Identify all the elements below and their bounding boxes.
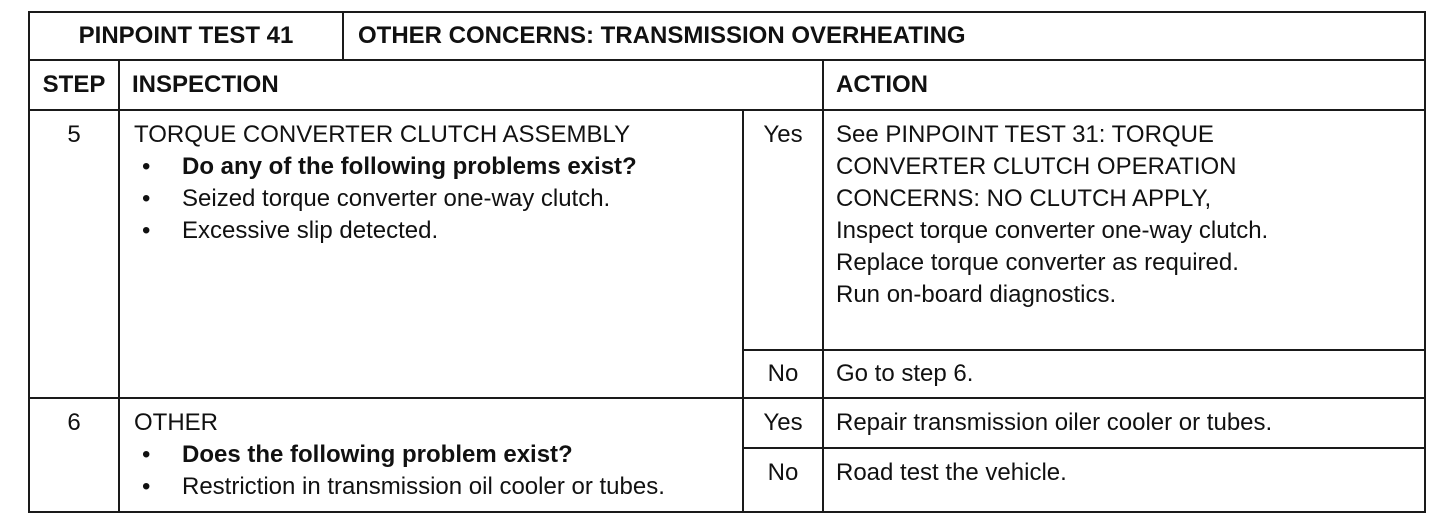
inspection-item: Excessive slip detected. bbox=[182, 217, 439, 244]
table-row bbox=[29, 398, 1425, 448]
yes-label: Yes bbox=[763, 121, 803, 148]
yes-action-cell bbox=[823, 110, 1425, 350]
inspection-list bbox=[134, 151, 734, 247]
step-number-cell bbox=[29, 398, 119, 512]
bullet-icon: • bbox=[142, 185, 151, 212]
inspection-header-label: INSPECTION bbox=[132, 71, 279, 98]
yes-action: Repair transmission oiler cooler or tubes. bbox=[836, 409, 1273, 436]
no-action-cell bbox=[823, 350, 1425, 398]
yes-cell bbox=[743, 110, 823, 350]
action-line: CONCERNS: NO CLUTCH APPLY, bbox=[836, 185, 1212, 212]
column-header-row bbox=[29, 60, 1425, 110]
step-number-cell bbox=[29, 110, 119, 398]
test-id: PINPOINT TEST 41 bbox=[78, 22, 294, 49]
inspection-item: Restriction in transmission oil cooler or tubes. bbox=[182, 473, 665, 500]
action-line: Inspect torque converter one-way clutch. bbox=[836, 217, 1269, 244]
action-line: Run on-board diagnostics. bbox=[836, 281, 1117, 308]
list-item bbox=[134, 439, 734, 471]
inspection-cell bbox=[119, 398, 743, 512]
yes-cell bbox=[743, 398, 823, 448]
no-label: No bbox=[767, 360, 799, 387]
bullet-icon: • bbox=[142, 217, 151, 244]
inspection-list bbox=[134, 439, 734, 503]
step-number: 6 bbox=[67, 409, 81, 436]
yes-action-cell bbox=[823, 398, 1425, 448]
inspection-heading: OTHER bbox=[134, 409, 218, 436]
action-line: See PINPOINT TEST 31: TORQUE bbox=[836, 121, 1214, 148]
pinpoint-test-table bbox=[28, 11, 1426, 513]
list-item bbox=[134, 215, 734, 247]
pinpoint-test-document bbox=[28, 11, 1424, 511]
test-id-cell bbox=[29, 12, 343, 60]
no-action-cell bbox=[823, 448, 1425, 512]
inspection-question: Does the following problem exist? bbox=[182, 441, 573, 468]
inspection-column-header bbox=[119, 60, 823, 110]
no-cell bbox=[743, 448, 823, 512]
inspection-cell bbox=[119, 110, 743, 398]
bullet-icon: • bbox=[142, 153, 151, 180]
table-row bbox=[29, 110, 1425, 350]
action-header-label: ACTION bbox=[836, 71, 928, 98]
step-header-label: STEP bbox=[42, 71, 106, 98]
list-item bbox=[134, 151, 734, 183]
title-row bbox=[29, 12, 1425, 60]
no-cell bbox=[743, 350, 823, 398]
bullet-icon: • bbox=[142, 473, 151, 500]
inspection-heading: TORQUE CONVERTER CLUTCH ASSEMBLY bbox=[134, 121, 631, 148]
inspection-question: Do any of the following problems exist? bbox=[182, 153, 637, 180]
action-line: CONVERTER CLUTCH OPERATION bbox=[836, 153, 1237, 180]
step-number: 5 bbox=[67, 121, 81, 148]
step-column-header bbox=[29, 60, 119, 110]
action-line: Replace torque converter as required. bbox=[836, 249, 1239, 276]
list-item bbox=[134, 471, 734, 503]
no-label: No bbox=[767, 459, 799, 486]
concern-title: OTHER CONCERNS: TRANSMISSION OVERHEATING bbox=[358, 22, 966, 49]
bullet-icon: • bbox=[142, 441, 151, 468]
inspection-item: Seized torque converter one-way clutch. bbox=[182, 185, 611, 212]
concern-cell bbox=[343, 12, 1425, 60]
no-action: Go to step 6. bbox=[836, 360, 974, 387]
action-column-header bbox=[823, 60, 1425, 110]
yes-label: Yes bbox=[763, 409, 803, 436]
no-action: Road test the vehicle. bbox=[836, 459, 1067, 486]
list-item bbox=[134, 183, 734, 215]
